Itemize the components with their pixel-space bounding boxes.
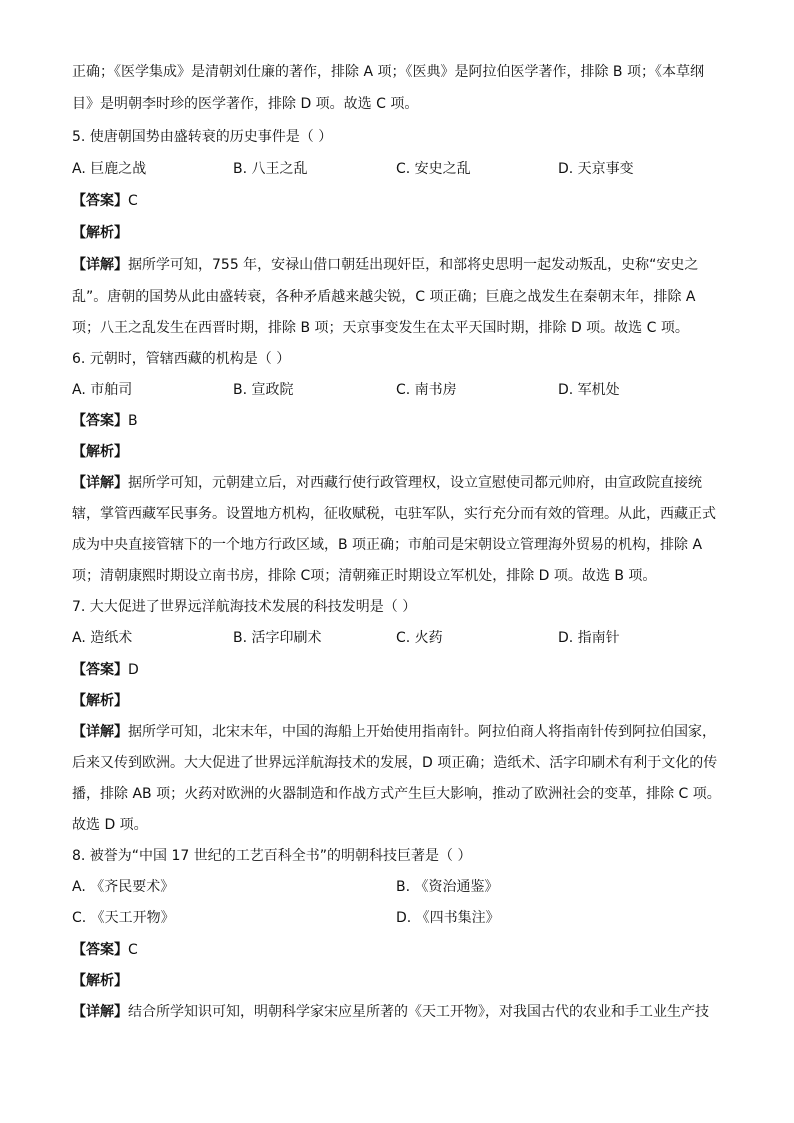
option-c: C. 火药 — [396, 630, 443, 646]
option-a: A. 市舶司 — [72, 382, 133, 398]
answer-tag: 【答案】 — [72, 942, 128, 958]
analysis-tag: 【解析】 — [72, 693, 128, 709]
detail-tag: 【详解】 — [72, 257, 128, 273]
option-a: A. 巨鹿之战 — [72, 161, 147, 177]
option-a: A. 《齐民要术》 — [72, 879, 175, 895]
text-line: 后来又传到欧洲。大大促进了世界远洋航海技术的发展，D 项正确；造纸术、活字印刷术有利于文化的传 — [72, 755, 718, 771]
question-6: 6. 元朝时，管辖西藏的机构是（ ） — [72, 351, 291, 367]
option-d: D. 军机处 — [558, 382, 620, 398]
text-line: 正确；《医学集成》是清朝刘仕廉的著作，排除 A 项；《医典》是阿拉伯医学著作，排除 B 项；《本草纲 — [72, 64, 704, 80]
detail-tag: 【详解】 — [72, 475, 128, 491]
option-c: C. 安史之乱 — [396, 161, 471, 177]
detail-tag: 【详解】 — [72, 724, 128, 740]
answer-line — [72, 660, 139, 680]
detail-line — [72, 722, 716, 742]
answer-tag: 【答案】 — [72, 662, 128, 678]
option-d: D. 天京事变 — [558, 161, 634, 177]
option-d: D. 指南针 — [558, 630, 620, 646]
option-c: C. 南书房 — [396, 382, 457, 398]
option-b: B. 八王之乱 — [233, 161, 308, 177]
option-b: B. 活字印刷术 — [233, 630, 322, 646]
option-c: C. 《天工开物》 — [72, 910, 175, 926]
analysis-tag: 【解析】 — [72, 444, 128, 460]
detail-line — [72, 473, 702, 493]
option-d: D. 《四书集注》 — [396, 910, 500, 926]
analysis-tag: 【解析】 — [72, 973, 128, 989]
text-line: 播，排除 AB 项；火药对欧洲的火器制造和作战方式产生巨大影响，推动了欧洲社会的变革，排除 C 项。 — [72, 786, 721, 802]
text-line: 故选 D 项。 — [72, 817, 148, 833]
text-line: 成为中央直接管辖下的一个地方行政区域，B 项正确；市舶司是宋朝设立管理海外贸易的机构，排除 A — [72, 537, 703, 553]
text-line: 项；八王之乱发生在西晋时期，排除 B 项；天京事变发生在太平天国时期，排除 D 项。故选 C 项。 — [72, 320, 689, 336]
question-7: 7. 大大促进了世界远洋航海技术发展的科技发明是（ ） — [72, 599, 417, 615]
answer-value: D — [128, 662, 139, 678]
text-line: 乱”。唐朝的国势从此由盛转衰，各种矛盾越来越尖锐，C 项正确；巨鹿之战发生在秦朝末年，排除 A — [72, 289, 696, 305]
answer-tag: 【答案】 — [72, 193, 128, 209]
answer-value: C — [128, 193, 138, 209]
text-line: 目》是明朝李时珍的医学著作，排除 D 项。故选 C 项。 — [72, 96, 419, 112]
detail-text: 据所学可知，755 年，安禄山借口朝廷出现奸臣，和部将史思明一起发动叛乱，史称“安史之 — [128, 257, 699, 273]
option-b: B. 《资治通鉴》 — [396, 879, 499, 895]
detail-line — [72, 1002, 709, 1022]
analysis-tag: 【解析】 — [72, 225, 128, 241]
detail-text: 据所学可知，北宋末年，中国的海船上开始使用指南针。阿拉伯商人将指南针传到阿拉伯国家， — [128, 724, 716, 740]
answer-value: B — [128, 413, 138, 429]
text-line: 项；清朝康熙时期设立南书房，排除 C项；清朝雍正时期设立军机处，排除 D 项。故选 B 项。 — [72, 568, 657, 584]
detail-text: 结合所学知识可知，明朝科学家宋应星所著的《天工开物》，对我国古代的农业和手工业生产技 — [128, 1004, 709, 1020]
detail-text: 据所学可知，元朝建立后，对西藏行使行政管理权，设立宣慰使司都元帅府，由宣政院直接统 — [128, 475, 702, 491]
detail-tag: 【详解】 — [72, 1004, 128, 1020]
answer-line — [72, 940, 138, 960]
option-a: A. 造纸术 — [72, 630, 133, 646]
answer-line — [72, 191, 138, 211]
detail-line — [72, 255, 698, 275]
question-8: 8. 被誉为“中国 17 世纪的工艺百科全书”的明朝科技巨著是（ ） — [72, 848, 472, 864]
question-5: 5. 使唐朝国势由盛转衰的历史事件是（ ） — [72, 129, 333, 145]
answer-line — [72, 411, 138, 431]
answer-tag: 【答案】 — [72, 413, 128, 429]
answer-value: C — [128, 942, 138, 958]
text-line: 辖，掌管西藏军民事务。设置地方机构，征收赋税，屯驻军队，实行充分而有效的管理。从此，西藏正式 — [72, 506, 716, 522]
option-b: B. 宣政院 — [233, 382, 294, 398]
